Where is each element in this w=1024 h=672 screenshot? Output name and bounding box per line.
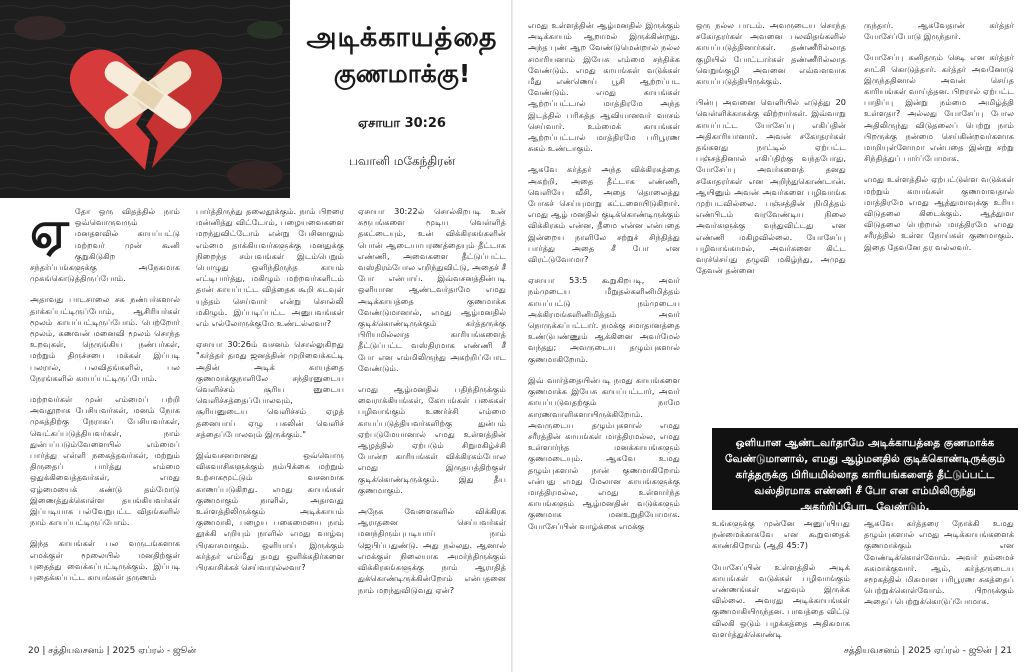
paragraph-text: தோ ஒரு விதத்தில் நாம் ஒவ்வொருவரும் மனதளவில் காயப்பட்டு மற்றவர் முன் கூனி குறுகிடுகிற சந்தர்ப்பங்களுக்கு அநேகமாக முகங்கொடுத்திருப்போம். bbox=[30, 206, 180, 284]
column-4 bbox=[528, 20, 680, 638]
paragraph: பின்பு அவனை வெளியில் எடுத்து 20 வெள்ளிக்காசுக்கு விற்றார்கள். இவ்வாறு காயப்பட்ட யோசேப்பு எகிப்தின் அதிகாரியானார். அவன் சகோதரர்கள் தங்களது நாட்டில் ஏற்பட்ட பஞ்சத்தினால் எகிப்திற்கு வந்தபோது, யோசேப்பு அவர்களைத் தனது சகோதரர்கள் என அறிந்துகொண்டான். ஆயினும் அவன் அவர்களை பழிவாங்க முற்படவில்லை. பஞ்சத்தின் நிமித்தம் எண்பிடம் வரவேண்டிய நிலை அவர்களுக்கு வந்துவிட்டது என எண்ணி மகிழவில்லை. யோசேப்பு பழிவாங்காமல், அவர்களை கிட்ட வரச்செய்து தழுவி மகிழ்ந்து, அமுது தேவன் தன்னை bbox=[696, 97, 846, 276]
title-line-1: அடிக்காயத்தை bbox=[306, 22, 498, 53]
paragraph: அதாவது பாடசாலை சக நண்பர்களால் தாக்கப்பட்டிருப்போம், ஆசிரியர்கள் மூலம் காயப்பட்டிருப்போம். பெற்றோர் மூலம், கணவன் மனைவி மூலம் சொந்த உறவுகள், நெருங்கிய நண்பர்கள், மற்றும் திருச்சபை மக்கள் இப்படி பலரால், பலவிதங்களில், பல நேரங்களில் காயப்பட்டிருப்போம். bbox=[30, 294, 180, 383]
paragraph bbox=[30, 200, 180, 284]
article-title bbox=[296, 20, 508, 92]
column-1 bbox=[30, 200, 180, 638]
paragraph: ஆகவே கர்த்தர் அந்த விக்கிரகத்தை அகற்றி, அதை தீட்டாக எண்ணி, வெளியே வீசி, அதை தொலைத்து போகச் செய்யுமாறு கட்டளையிடுகிறார். எமது ஆழ் மனதில் குடிக்கொண்டிருக்கும் விக்கிரகம் என்ன, தீமை என்ன என்பதை இன்றைய நாளிலே சற்றுச் சிந்தித்து பார்த்து அதை சீ போ என விரட்டுவோமா? bbox=[528, 164, 680, 265]
column-5 bbox=[696, 20, 846, 420]
footer-left: 20 | சத்தியவசனம் | 2025 ஏப்ரல் - ஜூன் bbox=[28, 646, 197, 656]
broken-heart-bandage-icon bbox=[0, 0, 290, 198]
column-2 bbox=[196, 206, 344, 638]
pull-quote: ஒளியான ஆண்டவர்தாமே அடிக்காயத்தை குணமாக்க வேண்டுமானால், எமது ஆழ்மனதில் குடிக்கொண்டிருக்கும் கர்த்தருக்கு பிரியமில்லாத காரியங்களைத் தீட்டுப்பட்ட வஸ்திரமாக எண்ணி சீ போ என எம்மிலிருந்து அகற்றிப்போட வேண்டும். bbox=[712, 428, 1018, 510]
paragraph: எமது ஆழ்மனதில் பதிந்திருக்கும் வைராக்கியங்கள், கோபங்கள் பகைகள் பழிவாங்கும் உணர்ச்சி எம்மை காயப்படுத்தியவர்களிற்கு துன்பம் ஏற்படுமேயானால் எமது உள்ளத்தின் ஆழத்தில் ஏற்படும் சிறுமகிழ்ச்சி போன்ற காரியங்கள் விக்கிரகம்போல எமது இருதயத்திற்குள் குடிக்கொண்டிருக்கும். இது தீய குணமாகும். bbox=[358, 384, 506, 495]
paragraph: ஏசாயா 53:5 கூறுகிறபடி, அவர் நம்முடைய மீறுதல்களினிமித்தம் காயப்பட்டு நம்முடைய அக்கிரமங்களினிமித்தம் அவர் நொருக்கப்பட்டார். நமக்கு சமாதானத்தை உண்டுபண்ணும் ஆக்கினை அவர்மேல் வந்தது; அவருடைய தழும்புகளால் குணமாகிறோம். bbox=[528, 275, 680, 364]
paragraph: அநேக வேளைகளில் விக்கிரக ஆராதனை செய்பவர்கள் மனந்திரும்புபடியாய் நாம் ஜெபிப்பதுண்டு. அது நல்லது. ஆனால் எமக்குள் நிலையாக அமர்ந்திருக்கும் விக்கிரகங்களுக்கு நாம் ஆராதித் துக்கொண்டிருக்கின்றோம் என்பதனை நாம் மறந்துவிடுவது ஏன்? bbox=[358, 506, 506, 595]
paragraph: இந்த காயங்கள் பல வருடங்களாக எமக்குள் மூலையில் மனதிற்குள் புதைத்து வைக்கப்பட்டிருக்கும். இப்படி புதைக்கப்பட்ட காயங்கள் தருணம் bbox=[30, 538, 180, 583]
column-6-lower bbox=[864, 518, 1014, 638]
paragraph: இவ்வசனமானது ஒவ்வொரு விசுவாசிகளுக்கும் நம்பிக்கை மற்றும் உற்சாகமூட்டும் வசனமாக காணப்படுகிறது. எமது காயங்கள் குணமாகும் நாளில், அதாவது உள்ளத்திலிருக்கும் அடிக்காயம் குணமாகி, பழைய பகைமையை நாம் தூக்கி எறியும் நாளில் எமது வாழ்வு பிரகாசமாகும். ஒளியாய் இருக்கும் கர்த்தர் எம்மீது தமது ஒளிக்கதிர்களை பிரகாசிக்கச் செய்வாரல்லவா? bbox=[196, 450, 344, 573]
paragraph: இவ் வார்த்தையின்படி நமது காயங்களை குணமாக்க இயேசு காயப்பட்டார், அவர் காயப்படுவதற்கும் நாமே காரணவாளிகளாயிருக்கிறோம். அவருடைய தழும்புகளால் எமது சரீரத்தின் காயங்கள் மாத்திரமல்ல, எமது உள்ளார்ந்த மனக்காயங்களும் குணமடையும். ஆகவே உமது தழும்புகளால் நான் குணமாகிறோம் என்பது எமது மேலான காயங்களுக்கு மாத்திரமல்ல, எமது உள்ளார்ந்த காயங்களும் ஆழ்மனதின் வடுக்களும் குணமாக மனஉறுதியோமாக. யோசேப்பின் வாழ்க்கை எமக்கு bbox=[528, 374, 680, 531]
paragraph: ஆகவே கர்த்தரை நோக்கி உமது தழும்புகளால் எமது அடிக்காயங்களைக் குணமாக்கும் என வேண்டிக்கொள்வோம். அவர் நம்மைச் சுகமாக்குவார். ஆம், கர்த்தருடைய சமூகத்தில் மிகமான பரிபூரண சுகத்தைப் பெற்றுக்கொள்வோம். பிறருக்கும் அதைப் பெற்றுக்கொடுப்போமாக. bbox=[864, 518, 1014, 607]
verse-reference: ஏசாயா 30:26 bbox=[358, 116, 446, 131]
paragraph: யோசேப்பு கனிதரும் செடி என கர்த்தர் சாட்சி கொடுத்தார். கர்த்தர் அவனோடு இருந்ததினால் அவன் செய்த காரியங்கள் வாய்த்தன. பிறரால் ஏற்பட்ட பாதிப்பு இன்று நம்மை அமிழ்த்தி உள்ளதா? அல்லது யோசேப்பு போல அதிலிருந்து விடுதலைப் பெற்று நாம் பிறருக்கு நன்மை செய்கின்றவர்களாக மாறியுள்ளோமா என்பதை இன்று சற்று சிந்தித்துப் பார்ப்போமாக. bbox=[864, 52, 1014, 164]
paragraph: ஏசாயா 30:26ம் வசனம் சொல்லுகிறது "கர்த்தர் தமது ஜனத்தின் முறிவைக்கட்டி அதின் அடிக் காயத்தை குணமாக்குநாளிலே சந்திரனுடைய வெளிச்சம் சூரிய னுடைய வெளிச்சத்தைப்போலவும், சூரியனுடைய வெளிச்சம் ஏழத் தனையாய் ஏழு பகலின் வெளிச் சத்தைப்போலவும் இருக்கும்." bbox=[196, 339, 344, 439]
author-name: பவானி மகேந்திரன் bbox=[348, 154, 456, 168]
paragraph: ஒரு நல்ல பாடம். அவருடைய சொந்த சகோதரர்கள் அவனை பலவிதங்களில் காயப்படுத்தினார்கள். தண்ணீரில்லாத குழியில் போட்டார்கள் தண்ணீரில்லாத வெறுங்குழி அவனை எவ்வளவாக காயப்படுத்தியிருக்கும். bbox=[696, 20, 846, 87]
footer-right: சத்தியவசனம் | 2025 ஏப்ரல் - ஜூன் | 21 bbox=[843, 646, 1012, 656]
paragraph: எமது உள்ளத்தின் ஆழ்மனதில் இருக்கும் அடிக்காயம் ஆறாமல் இருக்கின்றது. அந்த புண் ஆற வேண்டுமென்றால் நல்ல சமாரியனாம் இயேசு எம்மை சந்திக்க வேண்டும். எமது காயங்கள் வடுக்கள் மீது எண்ணெய் பூசி ஆற்றப்பட வேண்டும். எமது காயங்கள் ஆற்றப்பட்டால் மாத்திரமே அந்த இடத்தில் பரிசுத்த ஆவியானவர் வாசம் செய்வார். உம்மைக் காயங்கள் ஆற்றப்பட்டால் மாத்திரமே பரிபூரண சுகம் உண்டாகும். bbox=[528, 20, 680, 154]
drop-cap: ஏ bbox=[30, 200, 69, 259]
paragraph: எமது உள்ளத்தில் ஏற்பட்டுள்ள வடுக்கள் மற்றும் காயங்கள் குணமாவதால் மாத்திரமே எமது ஆத்துமாவுக்கு உரிய விடுதலை கிடைக்கும். ஆத்துமா விடுதலை பெற்றால் மாத்திரமே எமது சரீரத்தில் உள்ள நோய்கள் குணமாகும். இதை தேவனே தர வல்லவர். bbox=[864, 174, 1014, 252]
column-3 bbox=[358, 206, 506, 638]
column-6 bbox=[864, 20, 1014, 420]
column-5-lower bbox=[712, 518, 850, 638]
paragraph: ஏசாயா 30:22ல் சொல்கிறபடி உன் சுரூபங்களை மூடிய வெள்ளித் தகட்டையும், உன் விக்கிரகங்களின் பொன் ஆடையாபரணத்தையும் தீட்டாக எண்ணி, அவைகளை தீட்டுப்பட்ட வஸ்திரம்போல எறிந்துவிட்டு, அதைச் சீ போ என்பாய். இவ்வசனத்தின்படி ஒளியான ஆண்டவர்தாமே எமது அடிக்காயத்தை குணமாக்க வேண்டுமானால், எமது ஆழ்மனதில் குடிக்கொண்டிருக்கும் கர்த்தருக்கு பிரியமில்லாத காரியங்களைத் தீட்டுப்பட்ட வஸ்திரமாக எண்ணி சீ போ என எம்மிலிருந்து அகற்றிப்போட வேண்டும். bbox=[358, 206, 506, 373]
title-line-2: குணமாக்கு! bbox=[333, 59, 471, 88]
paragraph: உங்களுக்கு முன்னே அனுப்பியது நன்மைக்காகவே என கூறுவதைக் காண்கிறோம் (ஆதி 45:7) bbox=[712, 518, 850, 551]
paragraph: மற்றவர்கள் முன் எம்மைப் பற்றி அவதூறாக பேசியவர்கள், மனம் நோக முகத்திற்கு நேராகப் பேசியவர்கள், வெட்கப்படுத்தியவர்கள், நாம் துன்பப்படும்வேளையில் எம்மைப் பார்த்து எள்ளி நகைத்தவர்கள், மற்றும் திருதைப் பார்த்து எம்மை ஒதுக்கிவைத்தவர்கள், எமது ஏழ்மையைக் கண்டு தம்மோடு இணைத்துக்கொள்ள தயங்கியவர்கள் இப்படியாக பல்வேறுபட்ட விதங்களில் நாம் காயப்பட்டிருப்போம். bbox=[30, 394, 180, 528]
paragraph: ருந்தார். ஆகவேதான் கர்த்தர் யோசேப்போடு இருந்தார். bbox=[864, 20, 1014, 42]
hero-image bbox=[0, 0, 290, 198]
paragraph: பார்த்திருந்து தலைதூக்கும். நாம் பிறரை மன்னித்து விட்டோம், பழையவைகளை மறந்துவிட்டோம் என்று பேசினாலும் எம்மை தாக்கியவர்களுக்கு மனதுக்கு நிறைந்த சம்பவங்கள் இடம்பெறும் பொழுது ஒளிந்திருந்த காயம் எட்டிபார்த்து, மகிழும் மற்றவர்களிடம் தான் காயப்பட்ட வித்தைக கூறி கடவுள் யுத்தம் செய்வார் என்று சொல்லி மகிழும். இப்படிப்பட்ட அனுபவங்கள் எம் எல்லோருக்குமே உண்டல்லவா? bbox=[196, 206, 344, 329]
paragraph: யோசேப்பின் உள்ளத்தில் அடிக் காயங்கள் வடுக்கள் பழிவாங்கும் எண்ணங்கள் எதுவும் இருக்க வில்லை. அவரது அடிக்காயங்கள் குணமாகியிருந்தன. பாவத்தை விட்டு விலகி ஒடும் பழக்கத்தை அதிகமாக வளர்த்துக்கொண்டி bbox=[712, 561, 850, 639]
